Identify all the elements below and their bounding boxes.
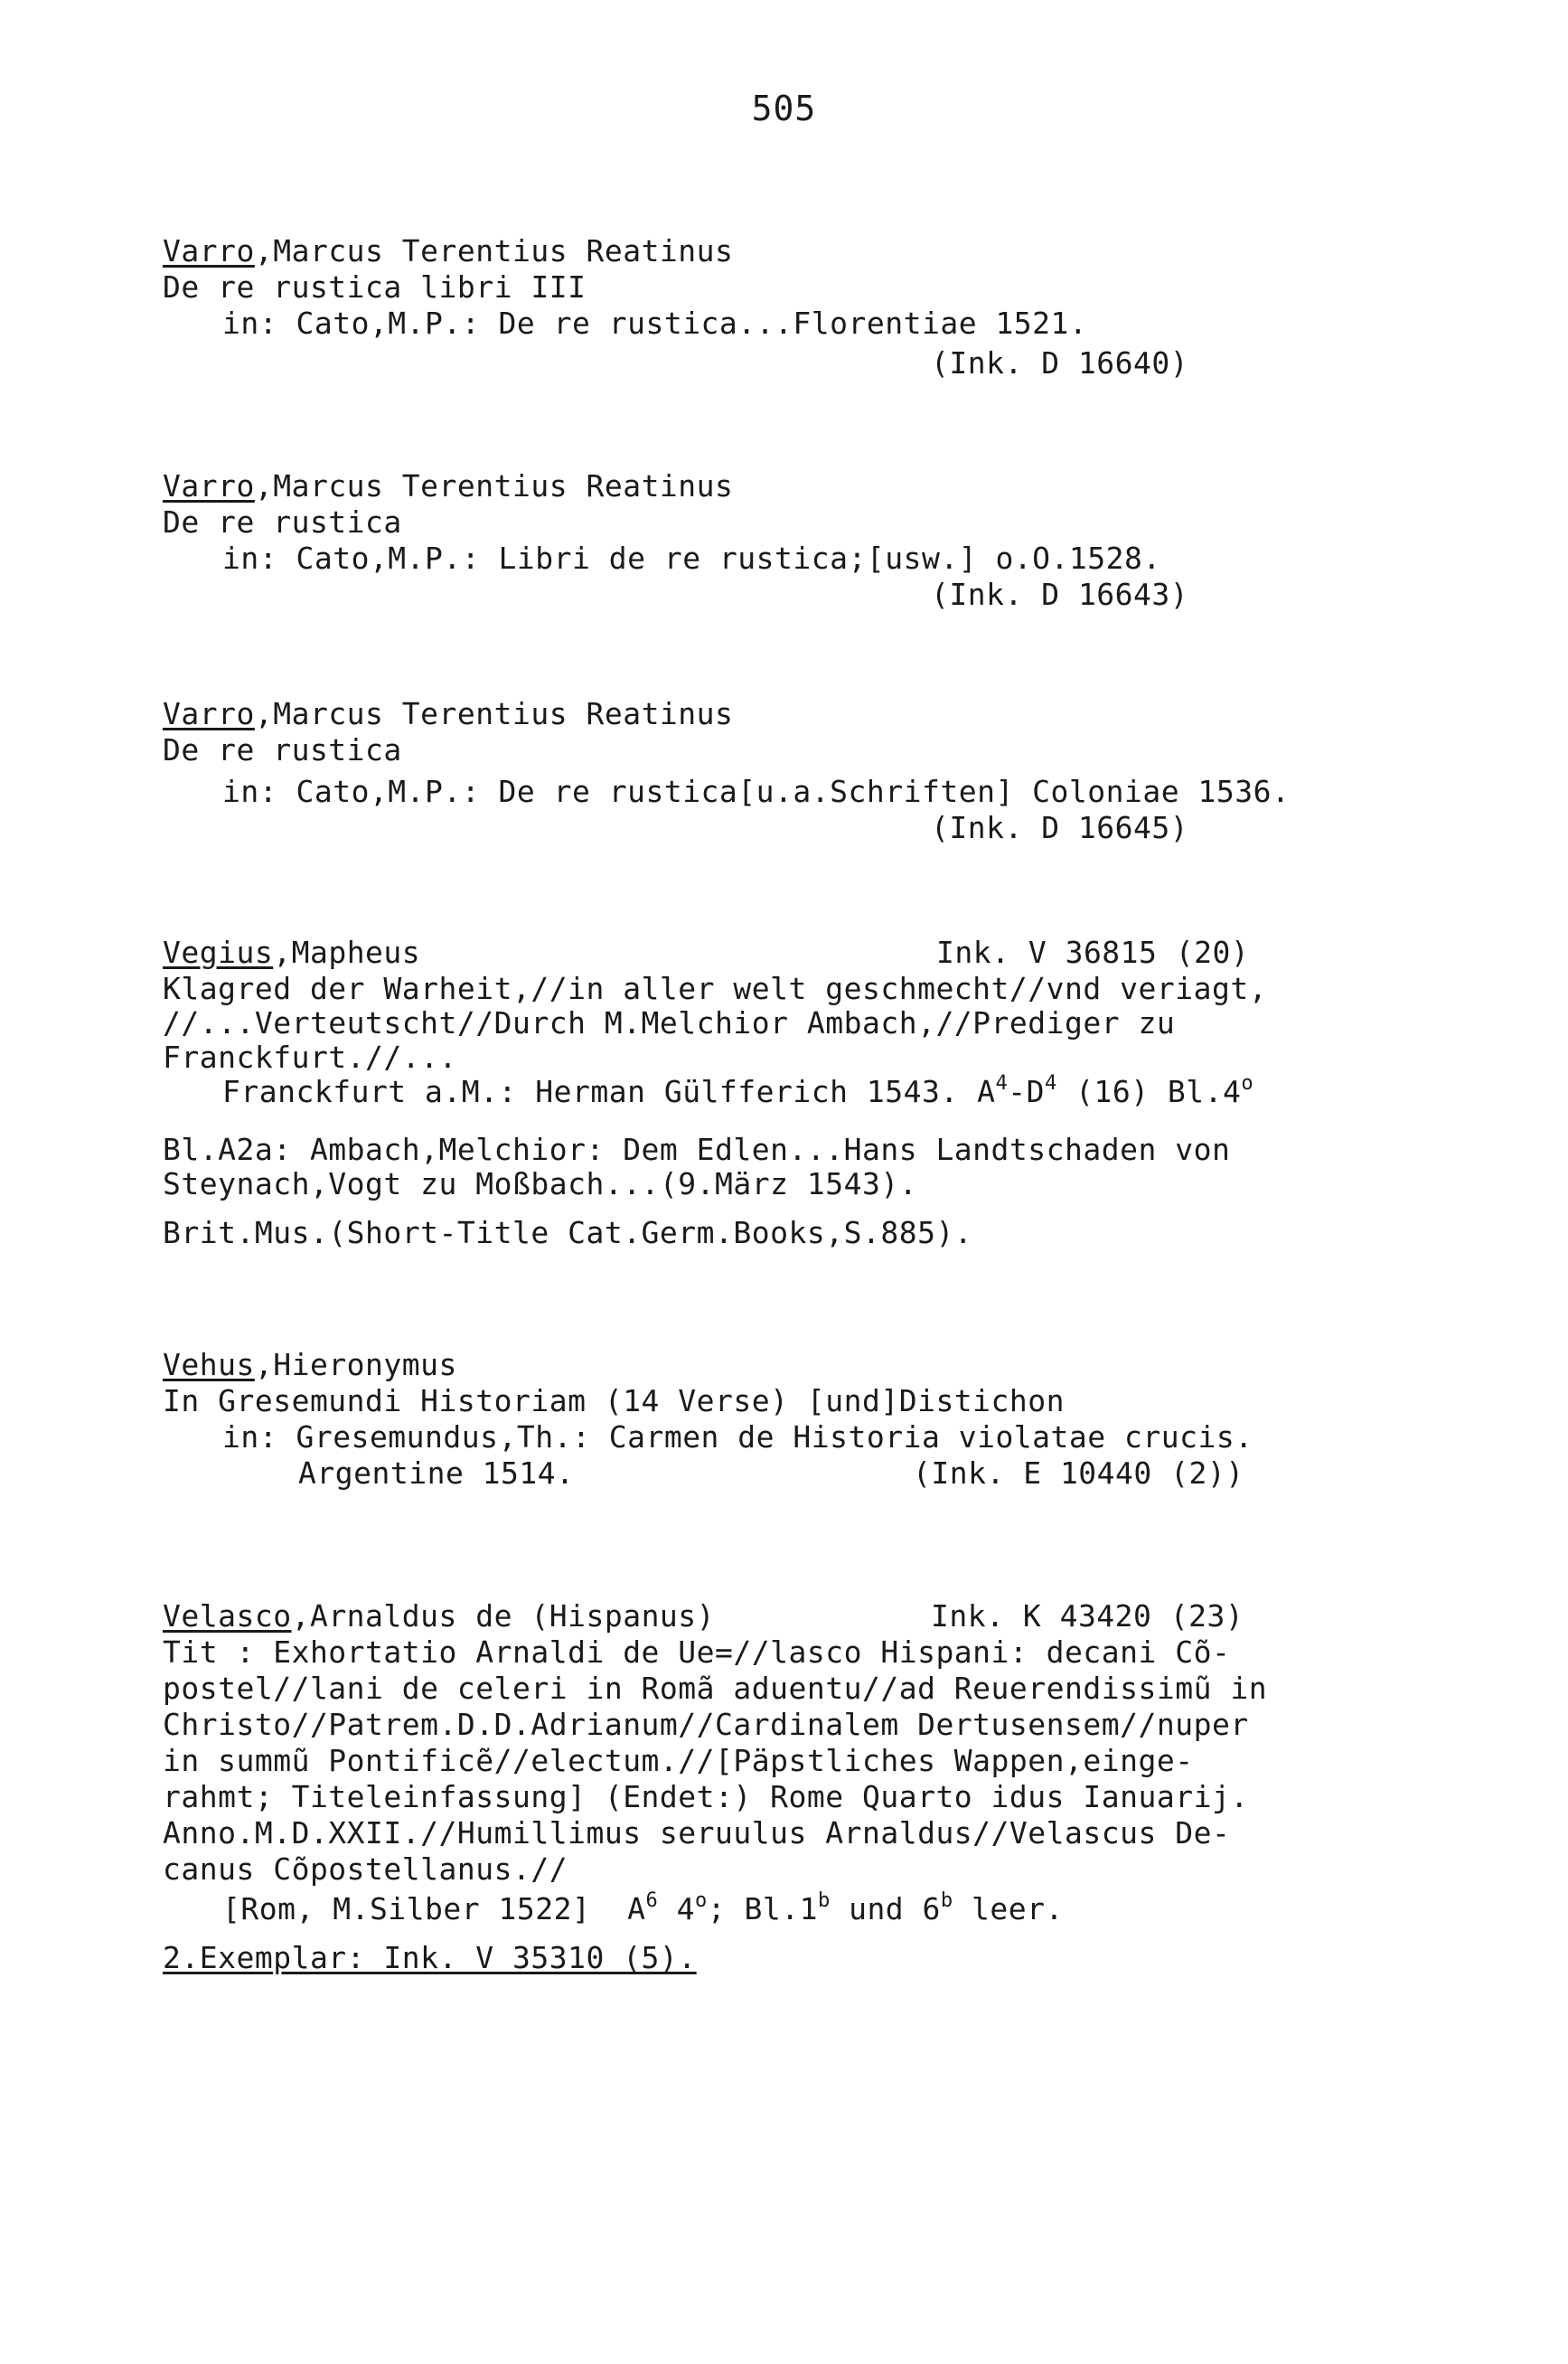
shelf-mark: (Ink. D 16645) [931,810,1189,845]
collation: $A^6$ 4$^o$; Bl.1$^b$ und 6$^b$ leer. [627,1889,1064,1926]
entry-source: in: Cato,M.P.: De re rustica[u.a.Schriften] Coloniae 1536. [222,774,1291,809]
entry-heading [163,468,733,504]
entry-heading [163,696,733,732]
page-number: 505 [751,89,817,128]
author-surname: Varro [163,233,255,268]
entry-title-line: //...Verteutscht//Durch M.Melchior Ambach,//Prediger zu [163,1005,1176,1041]
entry-title: De re rustica [163,732,402,768]
second-copy: 2.Exemplar: Ink. V 35310 (5). [163,1940,697,1975]
entry-heading [163,233,733,269]
entry-source: in: Cato,M.P.: Libri de re rustica;[usw.] o.O.1528. [222,541,1161,576]
entry-title-line: Anno.M.D.XXII.//Humillimus seruulus Arnaldus//Velascus De- [163,1815,1231,1851]
entry-reference: Brit.Mus.(Short-Title Cat.Germ.Books,S.885). [163,1215,973,1250]
author-surname: Vehus [163,1347,255,1382]
entry-title-line: Klagred der Warheit,//in aller welt geschmecht//vnd veriagt, [163,971,1268,1006]
author-surname: Velasco [163,1598,292,1634]
entry-note-line: Steynach,Vogt zu Moßbach...(9.März 1543). [163,1166,918,1201]
entry-title: De re rustica libri III [163,269,587,305]
entry-title: De re rustica [163,504,402,540]
author-forenames: ,Arnaldus de (Hispanus) [291,1598,716,1634]
entry-imprint-line [222,1074,1253,1115]
author-forenames: ,Marcus Terentius Reatinus [254,233,734,268]
shelf-mark: (Ink. D 16640) [931,345,1189,381]
entry-imprint-line [222,1891,1064,1932]
author-forenames: ,Marcus Terentius Reatinus [254,468,734,504]
entry-heading [163,1347,457,1383]
entry-title-line: canus Cõpostellanus.// [163,1851,568,1887]
entry-title-line: Christo//Patrem.D.D.Adrianum//Cardinalem Dertusensem//nuper [163,1707,1249,1742]
author-surname: Varro [163,696,255,731]
entry-title-line: Tit : Exhortatio Arnaldi de Ue=//lasco Hispani: decani Cõ- [163,1634,1231,1670]
entry-source: in: Gresemundus,Th.: Carmen de Historia violatae crucis. [222,1419,1253,1455]
entry-note-line: Bl.A2a: Ambach,Melchior: Dem Edlen...Hans Landtschaden von [163,1132,1231,1167]
entry-imprint: Argentine 1514. [298,1455,575,1491]
entry-heading [163,1598,715,1634]
author-surname: Vegius [163,935,274,970]
author-forenames: ,Mapheus [273,935,421,970]
imprint: [Rom, M.Silber 1522] [222,1891,591,1926]
entry-heading [163,935,420,971]
entry-source: in: Cato,M.P.: De re rustica...Florentiae 1521. [222,306,1088,341]
entry-title-line: in summũ Pontificẽ//electum.//[Päpstliches Wappen,einge- [163,1743,1194,1778]
entry-title-line: postel//lani de celeri in Romã aduentu//ad Reuerendissimũ in [163,1671,1268,1706]
author-forenames: ,Marcus Terentius Reatinus [254,696,734,731]
imprint: Franckfurt a.M.: Herman Gülfferich 1543. [222,1074,959,1109]
collation: $A^4-D^4$ (16) Bl.4$^o$ [977,1072,1254,1109]
author-surname: Varro [163,468,255,504]
entry-title-line: rahmt; Titeleinfassung] (Endet:) Rome Quarto idus Ianuarij. [163,1779,1249,1814]
shelf-mark: Ink. V 36815 (20) [936,935,1250,970]
shelf-mark: (Ink. E 10440 (2)) [913,1455,1244,1491]
entry-title-line: Franckfurt.//... [163,1040,457,1075]
author-forenames: ,Hieronymus [254,1347,457,1382]
shelf-mark: (Ink. D 16643) [931,577,1189,612]
entry-title: In Gresemundi Historiam (14 Verse) [und]Distichon [163,1383,1066,1418]
shelf-mark: Ink. K 43420 (23) [931,1598,1244,1634]
